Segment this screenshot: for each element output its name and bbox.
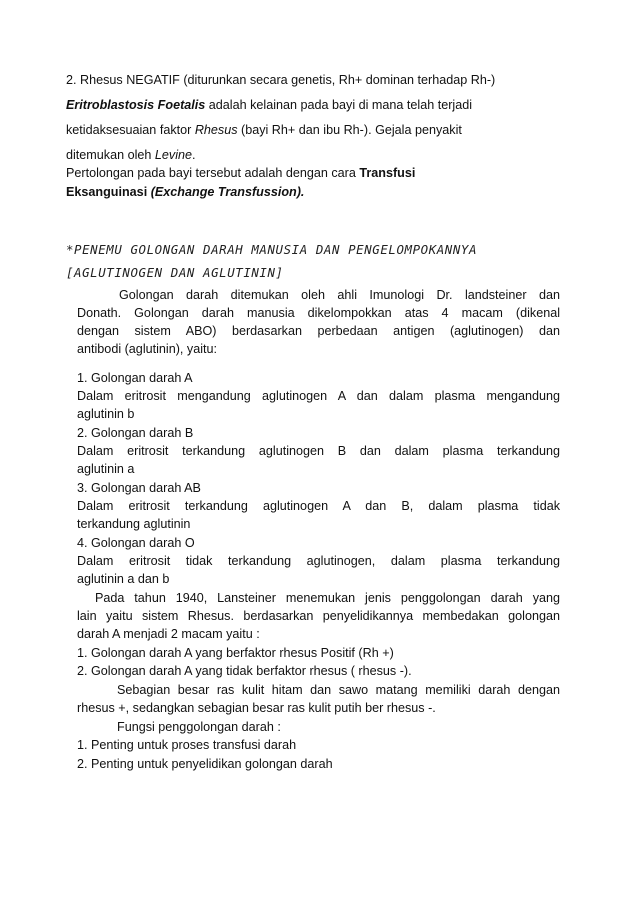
text-line: Sebagian besar ras kulit hitam dan sawo matang memiliki darah dengan — [117, 683, 560, 697]
text-line: ditemukan oleh Levine. — [66, 148, 196, 162]
text-line: darah A menjadi 2 macam yaitu : — [77, 627, 260, 641]
text-line: 1. Golongan darah A yang berfaktor rhesus Positif (Rh +) — [77, 646, 394, 660]
text-line: Dalam eritrosit mengandung aglutinogen A dan dalam plasma mengandung — [77, 389, 560, 403]
text-line: ketidaksesuaian faktor Rhesus (bayi Rh+ dan ibu Rh-). Gejala penyakit — [66, 123, 462, 137]
text-line: Donath. Golongan darah manusia dikelompokkan atas 4 macam (dikenal — [77, 306, 560, 320]
text-line: aglutinin b — [77, 407, 135, 421]
list-item-title: 3. Golongan darah AB — [77, 481, 201, 495]
list-item-title: 1. Golongan darah A — [77, 371, 193, 385]
text-line: Pertolongan pada bayi tersebut adalah dengan cara Transfusi — [66, 166, 416, 180]
list-item: 1. Penting untuk proses transfusi darah — [77, 738, 297, 752]
text-line: 2. Golongan darah A yang tidak berfaktor rhesus ( rhesus -). — [77, 664, 412, 678]
list-title: Fungsi penggolongan darah : — [117, 720, 281, 734]
text-line: rhesus +, sedangkan sebagian besar ras kulit putih ber rhesus -. — [77, 701, 436, 715]
text-line: Eksanguinasi (Exchange Transfussion). — [66, 185, 305, 199]
list-item: 2. Penting untuk penyelidikan golongan darah — [77, 757, 333, 771]
text-line: aglutinin a dan b — [77, 572, 170, 586]
text-line: terkandung aglutinin — [77, 517, 191, 531]
text-line: lain yaitu sistem Rhesus. berdasarkan penyelidikannya membedakan golongan — [77, 609, 560, 623]
list-item-title: 4. Golongan darah O — [77, 536, 195, 550]
heading-line: [AGLUTINOGEN DAN AGLUTININ] — [66, 265, 284, 280]
text-line: antibodi (aglutinin), yaitu: — [77, 342, 218, 356]
text-line: Golongan darah ditemukan oleh ahli Imunologi Dr. landsteiner dan — [119, 288, 560, 302]
text-line: Dalam eritrosit terkandung aglutinogen B dan dalam plasma terkandung — [77, 444, 560, 458]
list-item-title: 2. Golongan darah B — [77, 426, 194, 440]
text-line: aglutinin a — [77, 462, 135, 476]
text-line: Dalam eritrosit tidak terkandung aglutinogen, dalam plasma terkandung — [77, 554, 560, 568]
text-line: Eritroblastosis Foetalis adalah kelainan pada bayi di mana telah terjadi — [66, 98, 473, 112]
text-line: Dalam eritrosit terkandung aglutinogen A dan B, dalam plasma tidak — [77, 499, 560, 513]
text-line: 2. Rhesus NEGATIF (diturunkan secara genetis, Rh+ dominan terhadap Rh-) — [66, 73, 496, 87]
text-line: dengan sistem ABO) berdasarkan perbedaan antigen (aglutinogen) dan — [77, 324, 560, 338]
text-line: Pada tahun 1940, Lansteiner menemukan jenis penggolongan darah yang — [95, 591, 560, 605]
heading-line: *PENEMU GOLONGAN DARAH MANUSIA DAN PENGELOMPOKANNYA — [66, 242, 478, 257]
